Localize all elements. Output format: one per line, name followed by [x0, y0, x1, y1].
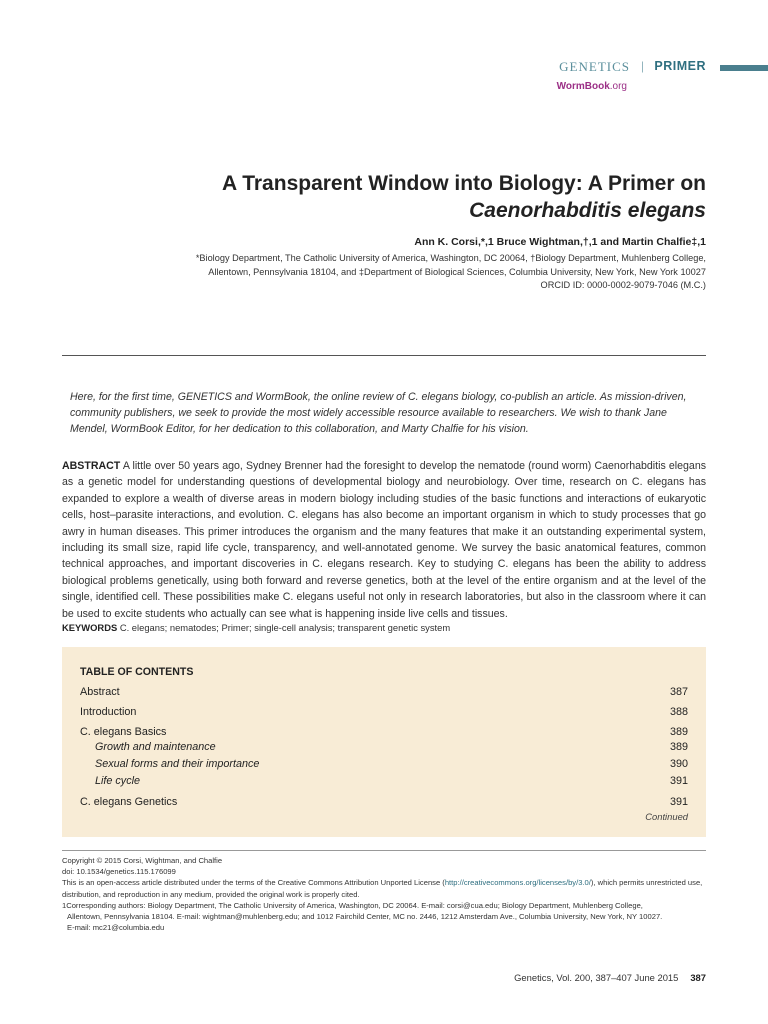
abstract-label: ABSTRACT: [62, 460, 121, 472]
citation: Genetics, Vol. 200, 387–407 June 2015: [514, 972, 679, 983]
wormbook-logo-text: WormBook: [556, 81, 610, 92]
keywords-label: KEYWORDS: [62, 622, 118, 633]
wormbook-logo: [557, 81, 627, 92]
table-of-contents: [62, 647, 706, 837]
license-text: [62, 877, 706, 899]
toc-entry[interactable]: [80, 706, 688, 718]
toc-entry[interactable]: [95, 775, 688, 787]
license-link[interactable]: http://creativecommons.org/licenses/by/3.0/: [444, 878, 591, 888]
affiliation-line-2: Allentown, Pennsylvania 18104, and ‡Department of Biological Sciences, Columbia University, New York, New York 10027: [208, 267, 706, 277]
toc-entry-label: C. elegans Basics: [80, 726, 167, 738]
journal-name: GENETICS: [559, 59, 630, 74]
toc-entry-page: 391: [669, 796, 688, 808]
title-line-1: A Transparent Window into Biology: A Primer on: [222, 172, 706, 195]
toc-entry[interactable]: [80, 726, 688, 738]
toc-entry-label: Abstract: [80, 686, 120, 698]
toc-entry-page: 391: [669, 775, 688, 787]
footnote-divider: [62, 850, 706, 851]
toc-entry-page: 387: [669, 686, 688, 698]
corresponding-line-1: 1Corresponding authors: Biology Department, The Catholic University of America, Washington, DC 20064. E-mail: corsi@cua.edu; Biology Department, Muhlenberg College,: [62, 900, 643, 910]
editorial-note: Here, for the first time, GENETICS and WormBook, the online review of C. elegans biology, co-publish an article. As mission-driven, community publishers, we seek to provide the most widely accessible resource available to researchers. We wish to thank Jane Mendel, WormBook Editor, for her dedication to this collaboration, and Marty Chalfie for his vision.: [70, 391, 687, 435]
wormbook-logo-suffix: .org: [609, 81, 627, 92]
header-separator: |: [641, 58, 644, 73]
corresponding-line-3: E-mail: mc21@columbia.edu: [67, 923, 165, 933]
corresponding-line-2: Allentown, Pennsylvania 18104. E-mail: wightman@muhlenberg.edu; and 1012 Fairchild Center, MC no. 2446, 1212 Amsterdam Ave., Columbia University, New York, NY 10027.: [67, 912, 663, 922]
page-number: 387: [690, 972, 706, 983]
toc-entry-label: C. elegans Genetics: [80, 796, 178, 808]
toc-continued: Continued: [645, 811, 688, 822]
abstract-text: A little over 50 years ago, Sydney Brenner had the foresight to develop the nematode (round worm) Caenorhabditis elegans as a genetic model for understanding questions of developmental biology and neurobiology. Over time, research on C. elegans has expanded to explore a wealth of diverse areas in modern biology including studies of the basic functions and interactions of eukaryotic cells, host–parasite interactions, and evolution. C. elegans has also become an important organism in which to study processes that go awry in human diseases. This primer introduces the organism and the many features that make it an outstanding experimental system, including its small size, rapid life cycle, transparency, and well-annotated genome. We survey the basic anatomical features, common technical approaches, and important discoveries in C. elegans research. Key to studying C. elegans has been the ability to address biological problems genetically, using both forward and reverse genetics, both at the level of the entire organism and at the level of the single, identified cell. These possibilities make C. elegans useful not only in research laboratories, but also in the classroom where it can be used to excite students who actually can see what is happening inside live cells and tissues.: [62, 460, 707, 620]
copyright-line: Copyright © 2015 Corsi, Wightman, and Chalfie: [62, 856, 223, 865]
toc-entry-label: Growth and maintenance: [95, 741, 216, 753]
toc-entry[interactable]: [95, 758, 688, 770]
keywords-text: C. elegans; nematodes; Primer; single-cell analysis; transparent genetic system: [119, 622, 451, 633]
header-accent-bar: [720, 65, 768, 71]
toc-entry-page: 389: [669, 726, 688, 738]
toc-entry-label: Introduction: [80, 706, 137, 718]
page-folio: [514, 972, 706, 983]
author-list: Ann K. Corsi,*,1 Bruce Wightman,†,1 and Martin Chalfie‡,1: [414, 236, 706, 248]
license-post: ), which permits unrestricted use, distribution, and reproduction in any medium, provided the original work is properly cited.: [62, 878, 703, 899]
toc-entry[interactable]: [95, 741, 688, 753]
abstract: [62, 458, 706, 622]
affiliation-line-1: *Biology Department, The Catholic University of America, Washington, DC 20064, †Biology Department, Muhlenberg College,: [195, 253, 706, 263]
toc-title: TABLE OF CONTENTS: [80, 666, 194, 678]
toc-entry-label: Life cycle: [95, 775, 141, 787]
toc-entry-page: 388: [669, 706, 688, 718]
toc-entry[interactable]: [80, 796, 688, 808]
section-label: PRIMER: [654, 59, 706, 73]
divider: [62, 355, 706, 356]
toc-entry-page: 390: [669, 758, 688, 770]
article-title: [146, 170, 706, 224]
orcid-id: ORCID ID: 0000-0002-9079-7046 (M.C.): [540, 280, 706, 290]
license-pre: This is an open-access article distributed under the terms of the Creative Commons Attribution Unported License (: [62, 878, 445, 888]
keywords: [62, 622, 706, 633]
affiliations: [106, 251, 706, 279]
footnotes: [62, 855, 706, 933]
toc-entry-label: Sexual forms and their importance: [95, 758, 260, 770]
title-line-2: Caenorhabditis elegans: [469, 199, 706, 222]
doi-line: doi: 10.1534/genetics.115.176099: [62, 867, 176, 877]
toc-entry-page: 389: [669, 741, 688, 753]
toc-entry[interactable]: [80, 686, 688, 698]
